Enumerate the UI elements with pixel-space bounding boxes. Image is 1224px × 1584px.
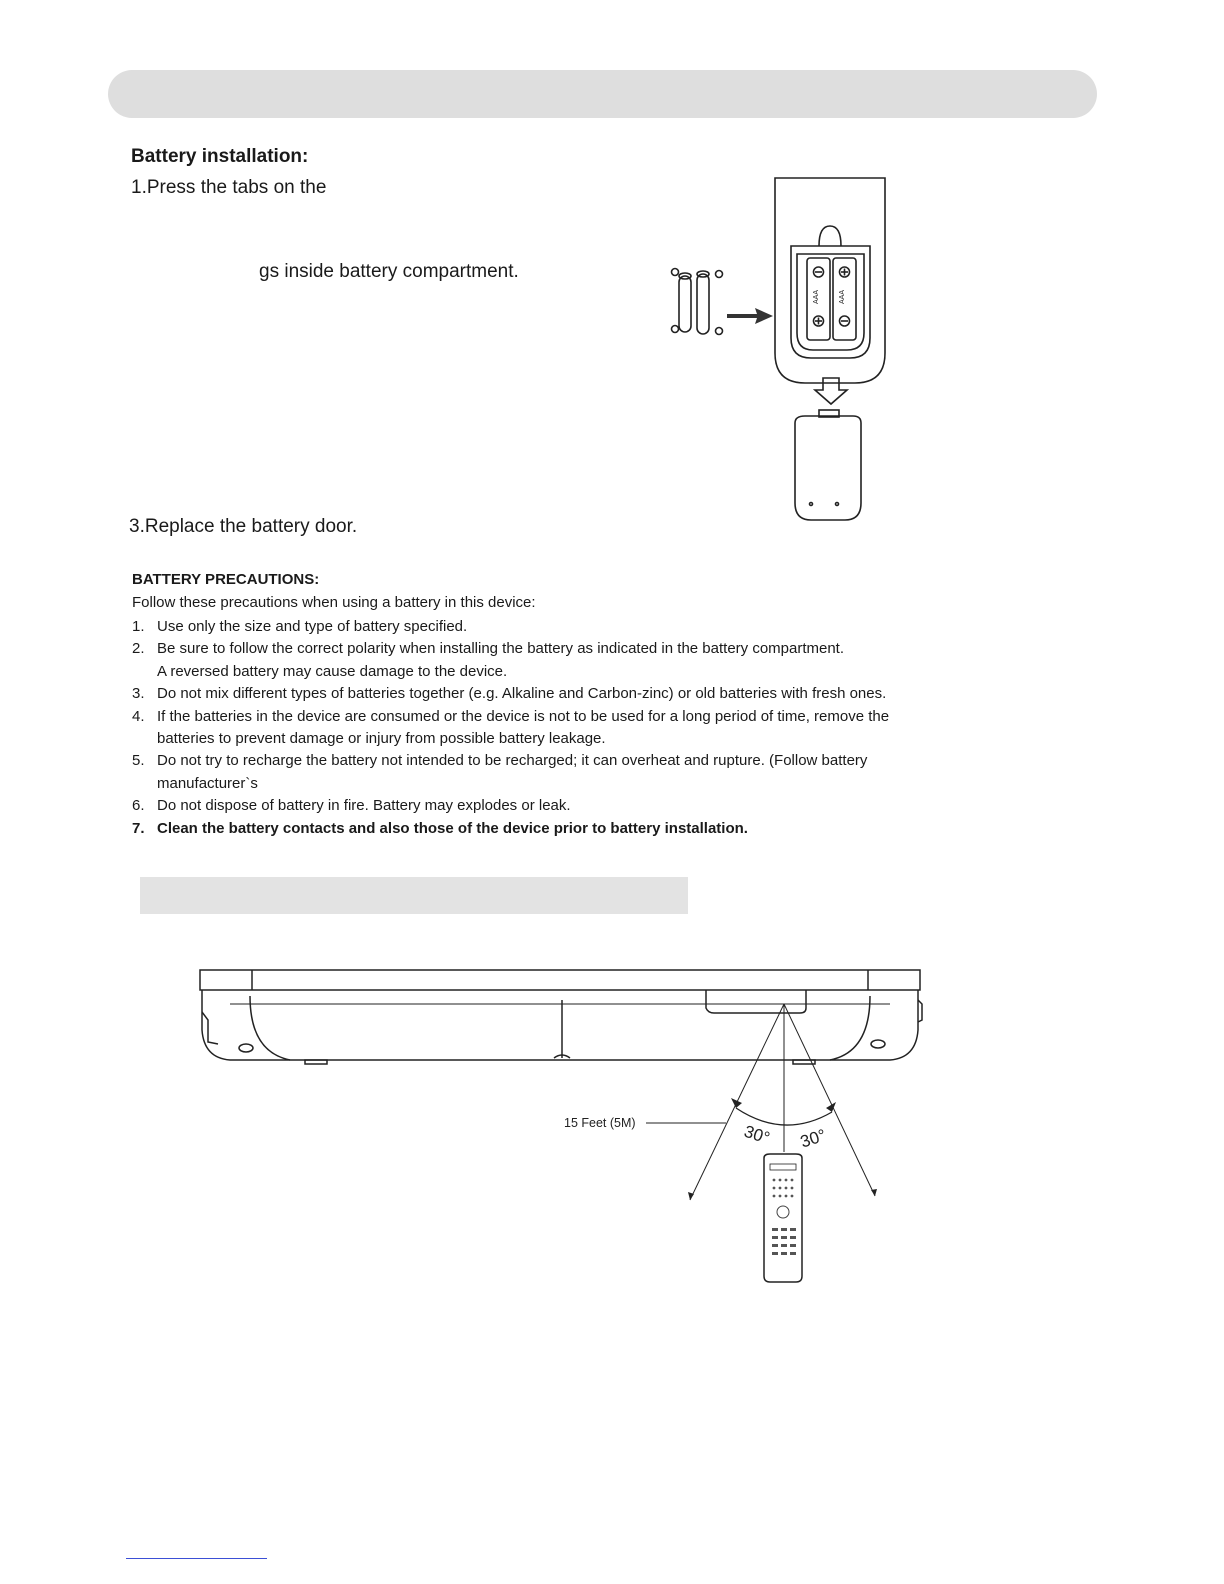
step-2-fragment: gs inside battery compartment. [259, 261, 519, 282]
loose-battery-2 [697, 274, 709, 334]
battery-installation-illustration [655, 168, 915, 540]
precaution-item: 7. Clean the battery contacts and also those of the device prior to battery installation. [132, 819, 748, 837]
precaution-item: 5. Do not try to recharge the battery not intended to be recharged; it can overheat and rupture. (Follow battery manufacturer`s [132, 752, 868, 792]
subsection-header-bar [140, 877, 688, 914]
angle-label-left: 30° [741, 1121, 773, 1148]
step-1-text: 1.Press the tabs on the [131, 177, 327, 198]
precaution-item: 3. Do not mix different types of batteries together (e.g. Alkaline and Carbon-zinc) or old batteries with fresh ones. [132, 685, 887, 703]
ir-window [706, 990, 806, 1013]
precaution-item: 2. Be sure to follow the correct polarity when installing the battery as indicated in the battery compartment. A reversed battery may cause damage to the device. [132, 640, 845, 680]
battery-slot-label-right: AAA [839, 289, 846, 304]
battery-slot-label-left: AAA [813, 289, 820, 304]
precautions-list [132, 616, 972, 840]
precautions-intro: Follow these precautions when using a battery in this device: [132, 594, 536, 611]
precaution-item: 1. Use only the size and type of battery specified. [132, 618, 468, 635]
footer-divider [126, 1558, 267, 1559]
section-header-bar [108, 70, 1097, 118]
step-3-text: 3.Replace the battery door. [129, 516, 358, 537]
arc-arrow-left-icon [731, 1098, 742, 1108]
precaution-item: 4. If the batteries in the device are consumed or the device is not to be used for a long period of time, remove the batteries to prevent damage or injury from possible battery leakage. [132, 707, 890, 748]
precaution-item: 6. Do not dispose of battery in fire. Battery may explodes or leak. [132, 797, 571, 815]
device-body [202, 990, 918, 1060]
loose-battery-1 [679, 276, 691, 332]
precautions-title: BATTERY PRECAUTIONS: [132, 571, 320, 588]
battery-installation-title: Battery installation: [131, 146, 309, 167]
device-lid [200, 970, 920, 990]
battery-door [795, 416, 861, 520]
remote-range-illustration [190, 960, 935, 1290]
insert-arrow-icon [727, 308, 773, 324]
down-arrow-icon [815, 378, 847, 404]
range-label: 15 Feet (5M) [564, 1116, 636, 1130]
angle-label-right: 30° [798, 1125, 829, 1152]
